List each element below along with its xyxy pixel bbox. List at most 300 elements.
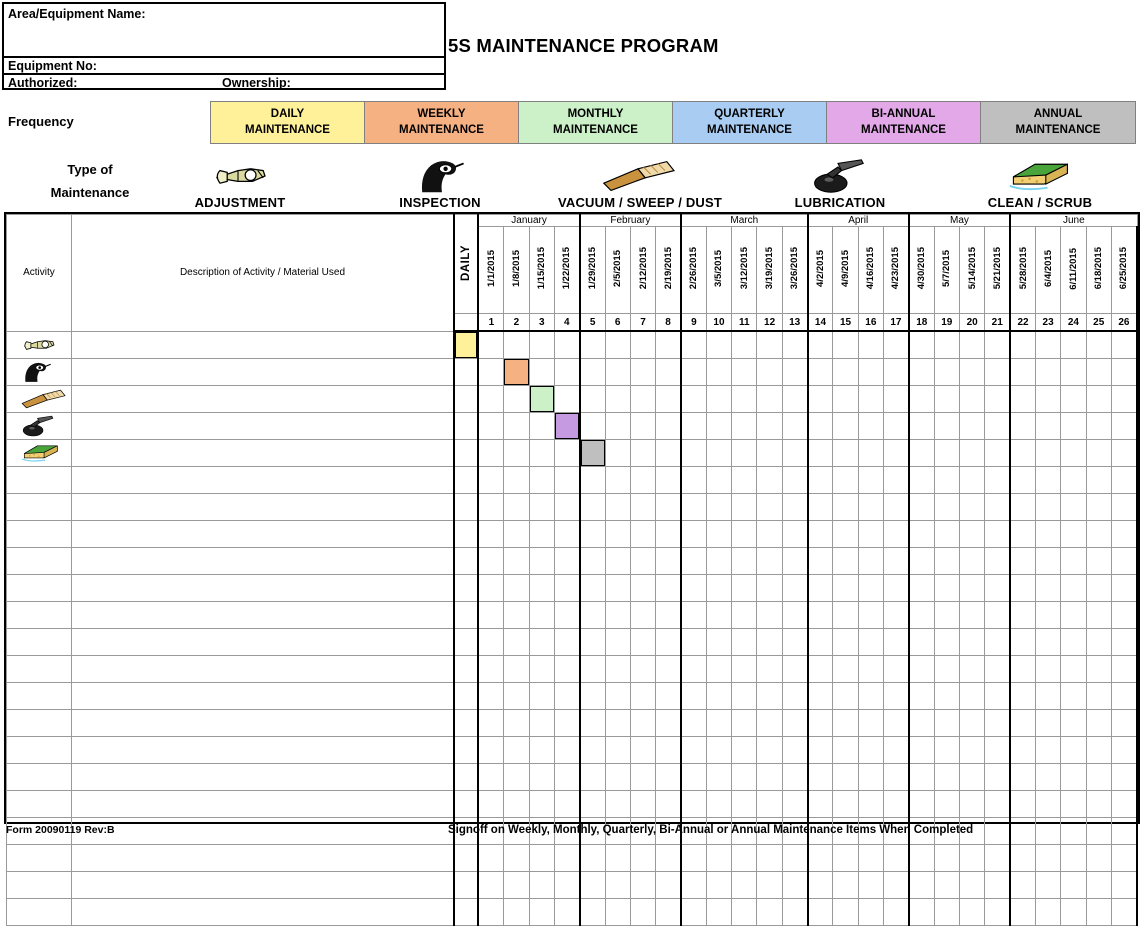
week-mark-cell[interactable] (1010, 413, 1035, 440)
activity-description-cell[interactable] (71, 413, 454, 440)
activity-description-cell[interactable] (71, 386, 454, 413)
week-mark-cell[interactable] (959, 413, 984, 440)
week-mark-cell[interactable] (681, 413, 706, 440)
week-mark-cell[interactable] (934, 359, 959, 386)
week-mark-cell[interactable] (808, 548, 833, 575)
week-mark-cell[interactable] (504, 494, 529, 521)
week-mark-cell[interactable] (580, 629, 605, 656)
week-mark-cell[interactable] (656, 467, 681, 494)
week-mark-cell[interactable] (478, 386, 503, 413)
week-mark-cell[interactable] (985, 656, 1010, 683)
week-mark-cell[interactable] (934, 872, 959, 899)
table-row[interactable] (7, 791, 1138, 818)
week-mark-cell[interactable] (478, 791, 503, 818)
week-mark-cell[interactable] (884, 440, 909, 467)
week-mark-cell[interactable] (656, 575, 681, 602)
week-mark-cell[interactable] (504, 710, 529, 737)
week-mark-cell[interactable] (985, 575, 1010, 602)
week-mark-cell[interactable] (833, 359, 858, 386)
week-mark-cell[interactable] (681, 575, 706, 602)
week-mark-cell[interactable] (504, 575, 529, 602)
week-mark-cell[interactable] (630, 359, 655, 386)
week-mark-cell[interactable] (1086, 331, 1111, 359)
week-mark-cell[interactable] (858, 467, 883, 494)
week-mark-cell[interactable] (554, 521, 579, 548)
week-mark-cell[interactable] (529, 791, 554, 818)
week-mark-cell[interactable] (681, 737, 706, 764)
week-mark-cell[interactable] (478, 629, 503, 656)
week-mark-cell[interactable] (909, 602, 934, 629)
week-mark-cell[interactable] (605, 359, 630, 386)
week-mark-cell[interactable] (833, 845, 858, 872)
week-mark-cell[interactable] (884, 331, 909, 359)
week-mark-cell[interactable] (884, 656, 909, 683)
week-mark-cell[interactable] (732, 331, 757, 359)
week-mark-cell[interactable] (909, 791, 934, 818)
week-mark-cell[interactable] (504, 386, 529, 413)
week-mark-cell[interactable] (630, 521, 655, 548)
week-mark-cell[interactable] (1111, 440, 1137, 467)
week-mark-cell[interactable] (808, 899, 833, 926)
activity-description-cell[interactable] (71, 764, 454, 791)
week-mark-cell[interactable] (554, 629, 579, 656)
week-mark-cell[interactable] (808, 791, 833, 818)
week-mark-cell[interactable] (706, 629, 731, 656)
week-mark-cell[interactable] (1035, 440, 1060, 467)
week-mark-cell[interactable] (1086, 386, 1111, 413)
week-mark-cell[interactable] (706, 683, 731, 710)
week-mark-cell[interactable] (1086, 737, 1111, 764)
activity-icon-cell[interactable] (7, 575, 72, 602)
week-mark-cell[interactable] (1111, 359, 1137, 386)
week-mark-cell[interactable] (782, 413, 807, 440)
week-mark-cell[interactable] (782, 710, 807, 737)
week-mark-cell[interactable] (959, 899, 984, 926)
week-mark-cell[interactable] (1111, 710, 1137, 737)
week-mark-cell[interactable] (656, 602, 681, 629)
week-mark-cell[interactable] (884, 521, 909, 548)
week-mark-cell[interactable] (706, 602, 731, 629)
week-mark-cell[interactable] (732, 764, 757, 791)
week-mark-cell[interactable] (605, 467, 630, 494)
week-mark-cell[interactable] (478, 467, 503, 494)
week-mark-cell[interactable] (1010, 656, 1035, 683)
daily-mark-cell[interactable] (454, 899, 478, 926)
week-mark-cell[interactable] (833, 494, 858, 521)
week-mark-cell[interactable] (858, 413, 883, 440)
week-mark-cell[interactable] (478, 710, 503, 737)
week-mark-cell[interactable] (681, 331, 706, 359)
week-mark-cell[interactable] (959, 710, 984, 737)
week-mark-cell[interactable] (833, 737, 858, 764)
week-mark-cell[interactable] (959, 331, 984, 359)
week-mark-cell[interactable] (808, 845, 833, 872)
week-mark-cell[interactable] (1010, 602, 1035, 629)
daily-mark-cell[interactable] (454, 494, 478, 521)
week-mark-cell[interactable] (1086, 845, 1111, 872)
week-mark-cell[interactable] (858, 872, 883, 899)
week-mark-cell[interactable] (782, 899, 807, 926)
week-mark-cell[interactable] (858, 386, 883, 413)
week-mark-cell[interactable] (1010, 467, 1035, 494)
week-mark-cell[interactable] (630, 845, 655, 872)
week-mark-cell[interactable] (858, 737, 883, 764)
week-mark-cell[interactable] (656, 629, 681, 656)
week-mark-cell[interactable] (630, 737, 655, 764)
week-mark-cell[interactable] (909, 656, 934, 683)
week-mark-cell[interactable] (1035, 791, 1060, 818)
table-row[interactable] (7, 656, 1138, 683)
week-mark-cell[interactable] (681, 872, 706, 899)
week-mark-cell[interactable] (782, 521, 807, 548)
week-mark-cell[interactable] (782, 331, 807, 359)
week-mark-cell[interactable] (1086, 899, 1111, 926)
week-mark-cell[interactable] (782, 872, 807, 899)
week-mark-cell[interactable] (833, 656, 858, 683)
week-mark-cell[interactable] (681, 467, 706, 494)
week-mark-cell[interactable] (681, 656, 706, 683)
week-mark-cell[interactable] (858, 602, 883, 629)
week-mark-cell[interactable] (1035, 413, 1060, 440)
week-mark-cell[interactable] (1086, 413, 1111, 440)
week-mark-cell[interactable] (1061, 737, 1086, 764)
week-mark-cell[interactable] (782, 845, 807, 872)
week-mark-cell[interactable] (757, 521, 782, 548)
daily-mark-cell[interactable] (454, 359, 478, 386)
week-mark-cell[interactable] (808, 629, 833, 656)
week-mark-cell[interactable] (1086, 602, 1111, 629)
week-mark-cell[interactable] (757, 737, 782, 764)
week-mark-cell[interactable] (909, 331, 934, 359)
week-mark-cell[interactable] (706, 440, 731, 467)
activity-description-cell[interactable] (71, 737, 454, 764)
week-mark-cell[interactable] (757, 791, 782, 818)
activity-description-cell[interactable] (71, 899, 454, 926)
week-mark-cell[interactable] (529, 737, 554, 764)
week-mark-cell[interactable] (681, 548, 706, 575)
week-mark-cell[interactable] (934, 764, 959, 791)
week-mark-cell[interactable] (605, 521, 630, 548)
week-mark-cell[interactable] (858, 791, 883, 818)
week-mark-cell[interactable] (732, 548, 757, 575)
week-mark-cell[interactable] (909, 845, 934, 872)
week-mark-cell[interactable] (706, 656, 731, 683)
week-mark-cell[interactable] (554, 899, 579, 926)
week-mark-cell[interactable] (757, 494, 782, 521)
week-mark-cell[interactable] (884, 548, 909, 575)
week-mark-cell[interactable] (909, 440, 934, 467)
week-mark-cell[interactable] (782, 467, 807, 494)
week-mark-cell[interactable] (1061, 710, 1086, 737)
week-mark-cell[interactable] (529, 899, 554, 926)
week-mark-cell[interactable] (1061, 845, 1086, 872)
week-mark-cell[interactable] (782, 548, 807, 575)
week-mark-cell[interactable] (757, 629, 782, 656)
week-mark-cell[interactable] (529, 386, 554, 413)
week-mark-cell[interactable] (681, 845, 706, 872)
week-mark-cell[interactable] (1111, 845, 1137, 872)
week-mark-cell[interactable] (757, 359, 782, 386)
week-mark-cell[interactable] (706, 899, 731, 926)
week-mark-cell[interactable] (630, 899, 655, 926)
week-mark-cell[interactable] (706, 467, 731, 494)
week-mark-cell[interactable] (884, 359, 909, 386)
week-mark-cell[interactable] (529, 575, 554, 602)
daily-mark-cell[interactable] (454, 764, 478, 791)
week-mark-cell[interactable] (1035, 683, 1060, 710)
week-mark-cell[interactable] (1111, 548, 1137, 575)
week-mark-cell[interactable] (985, 683, 1010, 710)
week-mark-cell[interactable] (858, 359, 883, 386)
week-mark-cell[interactable] (580, 494, 605, 521)
activity-description-cell[interactable] (71, 818, 454, 845)
week-mark-cell[interactable] (732, 872, 757, 899)
week-mark-cell[interactable] (909, 872, 934, 899)
week-mark-cell[interactable] (478, 845, 503, 872)
week-mark-cell[interactable] (884, 413, 909, 440)
week-mark-cell[interactable] (934, 521, 959, 548)
week-mark-cell[interactable] (681, 899, 706, 926)
week-mark-cell[interactable] (1010, 386, 1035, 413)
week-mark-cell[interactable] (985, 791, 1010, 818)
daily-mark-cell[interactable] (454, 413, 478, 440)
week-mark-cell[interactable] (985, 467, 1010, 494)
week-mark-cell[interactable] (934, 440, 959, 467)
week-mark-cell[interactable] (706, 764, 731, 791)
week-mark-cell[interactable] (630, 331, 655, 359)
week-mark-cell[interactable] (504, 656, 529, 683)
week-mark-cell[interactable] (1035, 710, 1060, 737)
week-mark-cell[interactable] (808, 359, 833, 386)
week-mark-cell[interactable] (529, 602, 554, 629)
week-mark-cell[interactable] (833, 872, 858, 899)
week-mark-cell[interactable] (504, 845, 529, 872)
week-mark-cell[interactable] (985, 629, 1010, 656)
week-mark-cell[interactable] (959, 791, 984, 818)
week-mark-cell[interactable] (985, 359, 1010, 386)
week-mark-cell[interactable] (732, 386, 757, 413)
week-mark-cell[interactable] (833, 710, 858, 737)
week-mark-cell[interactable] (909, 575, 934, 602)
activity-description-cell[interactable] (71, 331, 454, 359)
week-mark-cell[interactable] (1061, 467, 1086, 494)
week-mark-cell[interactable] (580, 872, 605, 899)
week-mark-cell[interactable] (706, 737, 731, 764)
week-mark-cell[interactable] (808, 386, 833, 413)
week-mark-cell[interactable] (706, 845, 731, 872)
week-mark-cell[interactable] (959, 629, 984, 656)
week-mark-cell[interactable] (554, 872, 579, 899)
week-mark-cell[interactable] (478, 737, 503, 764)
week-mark-cell[interactable] (1111, 413, 1137, 440)
week-mark-cell[interactable] (934, 602, 959, 629)
week-mark-cell[interactable] (909, 359, 934, 386)
week-mark-cell[interactable] (884, 791, 909, 818)
week-mark-cell[interactable] (732, 899, 757, 926)
week-mark-cell[interactable] (959, 575, 984, 602)
daily-mark-cell[interactable] (454, 521, 478, 548)
week-mark-cell[interactable] (959, 494, 984, 521)
week-mark-cell[interactable] (681, 710, 706, 737)
activity-description-cell[interactable] (71, 791, 454, 818)
week-mark-cell[interactable] (529, 629, 554, 656)
daily-mark-cell[interactable] (454, 386, 478, 413)
activity-description-cell[interactable] (71, 656, 454, 683)
week-mark-cell[interactable] (656, 386, 681, 413)
week-mark-cell[interactable] (706, 575, 731, 602)
activity-icon-cell[interactable] (7, 845, 72, 872)
week-mark-cell[interactable] (1035, 818, 1060, 845)
week-mark-cell[interactable] (757, 413, 782, 440)
week-mark-cell[interactable] (706, 521, 731, 548)
week-mark-cell[interactable] (656, 440, 681, 467)
activity-icon-cell[interactable] (7, 683, 72, 710)
activity-description-cell[interactable] (71, 602, 454, 629)
week-mark-cell[interactable] (630, 764, 655, 791)
week-mark-cell[interactable] (554, 413, 579, 440)
week-mark-cell[interactable] (909, 467, 934, 494)
week-mark-cell[interactable] (732, 494, 757, 521)
week-mark-cell[interactable] (959, 440, 984, 467)
week-mark-cell[interactable] (478, 899, 503, 926)
week-mark-cell[interactable] (1035, 737, 1060, 764)
week-mark-cell[interactable] (504, 764, 529, 791)
week-mark-cell[interactable] (656, 872, 681, 899)
week-mark-cell[interactable] (1035, 548, 1060, 575)
week-mark-cell[interactable] (732, 359, 757, 386)
week-mark-cell[interactable] (884, 494, 909, 521)
week-mark-cell[interactable] (808, 413, 833, 440)
week-mark-cell[interactable] (1010, 683, 1035, 710)
week-mark-cell[interactable] (580, 602, 605, 629)
week-mark-cell[interactable] (504, 359, 529, 386)
activity-icon-cell[interactable] (7, 602, 72, 629)
week-mark-cell[interactable] (833, 764, 858, 791)
daily-mark-cell[interactable] (454, 331, 478, 359)
week-mark-cell[interactable] (985, 872, 1010, 899)
week-mark-cell[interactable] (833, 467, 858, 494)
week-mark-cell[interactable] (605, 683, 630, 710)
table-row[interactable] (7, 764, 1138, 791)
week-mark-cell[interactable] (1035, 872, 1060, 899)
activity-icon-cell[interactable] (7, 467, 72, 494)
week-mark-cell[interactable] (985, 440, 1010, 467)
week-mark-cell[interactable] (1010, 440, 1035, 467)
week-mark-cell[interactable] (959, 656, 984, 683)
week-mark-cell[interactable] (605, 413, 630, 440)
week-mark-cell[interactable] (833, 602, 858, 629)
week-mark-cell[interactable] (706, 710, 731, 737)
week-mark-cell[interactable] (833, 521, 858, 548)
activity-icon-cell[interactable] (7, 494, 72, 521)
activity-icon-cell[interactable] (7, 656, 72, 683)
week-mark-cell[interactable] (706, 386, 731, 413)
week-mark-cell[interactable] (478, 602, 503, 629)
daily-mark-cell[interactable] (454, 467, 478, 494)
table-row[interactable] (7, 683, 1138, 710)
week-mark-cell[interactable] (1061, 818, 1086, 845)
week-mark-cell[interactable] (504, 899, 529, 926)
week-mark-cell[interactable] (504, 872, 529, 899)
week-mark-cell[interactable] (656, 548, 681, 575)
daily-mark-cell[interactable] (454, 575, 478, 602)
week-mark-cell[interactable] (934, 656, 959, 683)
activity-icon-cell[interactable] (7, 413, 72, 440)
week-mark-cell[interactable] (959, 872, 984, 899)
week-mark-cell[interactable] (1035, 467, 1060, 494)
week-mark-cell[interactable] (808, 737, 833, 764)
week-mark-cell[interactable] (1086, 548, 1111, 575)
week-mark-cell[interactable] (1111, 899, 1137, 926)
week-mark-cell[interactable] (732, 710, 757, 737)
week-mark-cell[interactable] (1111, 629, 1137, 656)
week-mark-cell[interactable] (985, 521, 1010, 548)
week-mark-cell[interactable] (580, 737, 605, 764)
week-mark-cell[interactable] (934, 737, 959, 764)
daily-mark-cell[interactable] (454, 629, 478, 656)
week-mark-cell[interactable] (1061, 494, 1086, 521)
week-mark-cell[interactable] (782, 737, 807, 764)
activity-description-cell[interactable] (71, 359, 454, 386)
week-mark-cell[interactable] (934, 710, 959, 737)
week-mark-cell[interactable] (1035, 845, 1060, 872)
week-mark-cell[interactable] (1035, 359, 1060, 386)
week-mark-cell[interactable] (732, 413, 757, 440)
week-mark-cell[interactable] (757, 331, 782, 359)
week-mark-cell[interactable] (656, 764, 681, 791)
week-mark-cell[interactable] (934, 331, 959, 359)
week-mark-cell[interactable] (1086, 629, 1111, 656)
week-mark-cell[interactable] (909, 548, 934, 575)
week-mark-cell[interactable] (656, 413, 681, 440)
week-mark-cell[interactable] (580, 521, 605, 548)
week-mark-cell[interactable] (656, 494, 681, 521)
week-mark-cell[interactable] (858, 683, 883, 710)
week-mark-cell[interactable] (1111, 331, 1137, 359)
activity-description-cell[interactable] (71, 494, 454, 521)
week-mark-cell[interactable] (884, 629, 909, 656)
week-mark-cell[interactable] (1010, 629, 1035, 656)
week-mark-cell[interactable] (529, 683, 554, 710)
week-mark-cell[interactable] (782, 683, 807, 710)
week-mark-cell[interactable] (706, 791, 731, 818)
table-row[interactable] (7, 710, 1138, 737)
week-mark-cell[interactable] (478, 872, 503, 899)
week-mark-cell[interactable] (1061, 683, 1086, 710)
activity-icon-cell[interactable] (7, 548, 72, 575)
week-mark-cell[interactable] (504, 521, 529, 548)
week-mark-cell[interactable] (757, 548, 782, 575)
week-mark-cell[interactable] (656, 521, 681, 548)
week-mark-cell[interactable] (554, 467, 579, 494)
week-mark-cell[interactable] (884, 737, 909, 764)
week-mark-cell[interactable] (504, 602, 529, 629)
week-mark-cell[interactable] (934, 629, 959, 656)
week-mark-cell[interactable] (808, 602, 833, 629)
week-mark-cell[interactable] (1111, 737, 1137, 764)
week-mark-cell[interactable] (808, 331, 833, 359)
week-mark-cell[interactable] (478, 494, 503, 521)
table-row[interactable] (7, 359, 1138, 386)
equipment-no-row[interactable] (4, 58, 444, 75)
week-mark-cell[interactable] (656, 331, 681, 359)
week-mark-cell[interactable] (681, 521, 706, 548)
week-mark-cell[interactable] (630, 629, 655, 656)
week-mark-cell[interactable] (833, 791, 858, 818)
week-mark-cell[interactable] (884, 710, 909, 737)
week-mark-cell[interactable] (1035, 521, 1060, 548)
activity-icon-cell[interactable] (7, 629, 72, 656)
